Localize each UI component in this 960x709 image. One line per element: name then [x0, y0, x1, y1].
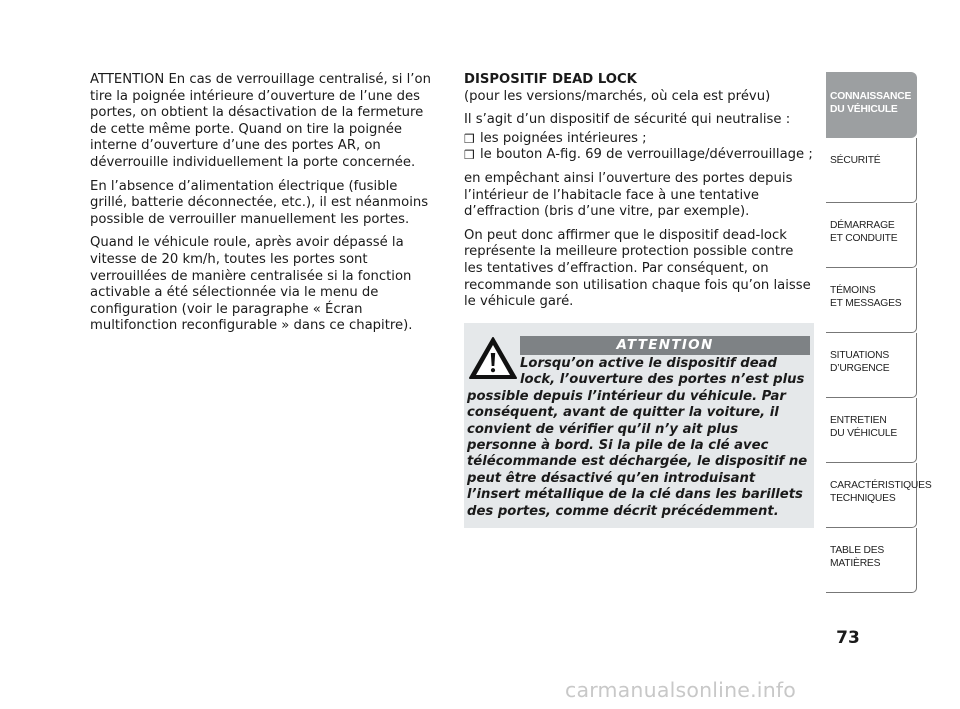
sidebar-tab-label: TÉMOINS	[830, 285, 876, 296]
sidebar-tab-label: DÉMARRAGE	[830, 220, 895, 231]
sidebar-tab[interactable]	[826, 203, 917, 268]
sidebar-tab-label: TECHNIQUES	[830, 492, 896, 504]
sidebar-tab-label: CARACTÉRISTIQUES	[830, 480, 932, 491]
sidebar-tab-label: SITUATIONS	[830, 350, 890, 361]
sidebar-tab[interactable]	[826, 398, 917, 463]
sidebar-tab[interactable]	[826, 72, 917, 138]
sidebar-tab-label: D’URGENCE	[830, 362, 890, 374]
sidebar-tab-label: DU VÉHICULE	[830, 103, 898, 115]
sidebar-tab-label: TABLE DES	[830, 545, 885, 556]
paragraph-no-power: En l’absence d’alimentation électrique (fusible grillé, batterie déconnectée, etc.), il est néanmoins possible de verrouiller manuellement les portes.	[90, 178, 429, 227]
paragraph-effect: en empêchant ainsi l’ouverture des portes depuis l’intérieur de l’habitacle face à une tentative d’effraction (bris d’une vitre, par exemple).	[464, 170, 793, 220]
list-item: ❒ le bouton A-fig. 69 de verrouillage/déverrouillage ;	[464, 147, 813, 163]
checkbox-bullet-icon: ❒	[464, 131, 475, 146]
warning-text: Lorsqu’on active le dispositif dead lock, l’ouverture des portes n’est plus possible depuis l’intérieur du véhicule. Par conséquent, avant de quitter la voiture, il convient de vérifier qu’il n’y ait plus personne à bord. Si la pile de la clé avec télécommande est déchargée, le dispositif ne peut être désactivé qu’en introduisant l’insert métallique de la clé dans les barillets des portes, comme décrit précédemment.	[467, 356, 808, 519]
watermark: carmanualsonline.info	[565, 678, 797, 702]
paragraph-central-locking: ATTENTION En cas de verrouillage centralisé, si l’on tire la poignée intérieure d’ouverture de l’une des portes, on obtient la désactivation de la fermeture de cette même porte. Quand on tire la poignée interne d’ouverture d’une des portes AR, on déverrouille individuellement la porte concernée.	[90, 72, 431, 170]
checkbox-bullet-icon: ❒	[464, 148, 475, 163]
sidebar-tab-label: DU VÉHICULE	[830, 427, 898, 439]
sidebar-tab-label: SÉCURITÉ	[830, 155, 881, 166]
sidebar-tab[interactable]	[826, 138, 917, 203]
list-item: ❒ les poignées intérieures ;	[464, 130, 647, 146]
sidebar-tab-label: ENTRETIEN	[830, 415, 887, 426]
left-column	[90, 72, 435, 342]
right-column	[464, 72, 814, 318]
section-heading: DISPOSITIF DEAD LOCK	[464, 72, 637, 87]
intro-text: Il s’agit d’un dispositif de sécurité qui neutralise :	[464, 112, 791, 128]
sidebar-tab[interactable]	[826, 528, 917, 593]
sidebar-tab-label: CONNAISSANCE	[830, 91, 912, 102]
chapter-sidebar	[826, 72, 932, 593]
warning-title: ATTENTION	[520, 336, 810, 355]
sidebar-tab[interactable]	[826, 333, 917, 398]
paragraph-speed-lock: Quand le véhicule roule, après avoir dépassé la vitesse de 20 km/h, toutes les portes sont verrouillées de manière centralisée si la fonction activable a été sélectionnée via le menu de configuration (voir le paragraphe « Écran multifonction reconfigurable » dans ce chapitre).	[90, 235, 413, 334]
paragraph-recommendation: On peut donc affirmer que le dispositif dead-lock représente la meilleure protection possible contre les tentatives d’effraction. Par conséquent, on recommande son utilisation chaque fois qu’on laisse le véhicule garé.	[464, 227, 811, 310]
section-subheading: (pour les versions/marchés, où cela est prévu)	[464, 88, 771, 104]
page-number: 73	[836, 628, 860, 648]
sidebar-tab[interactable]	[826, 463, 932, 528]
sidebar-tab-label: MATIÈRES	[830, 557, 881, 569]
sidebar-tab-label: ET MESSAGES	[830, 297, 902, 309]
sidebar-tab[interactable]	[826, 268, 917, 333]
warning-box	[464, 323, 814, 528]
sidebar-tab-label: ET CONDUITE	[830, 232, 898, 244]
